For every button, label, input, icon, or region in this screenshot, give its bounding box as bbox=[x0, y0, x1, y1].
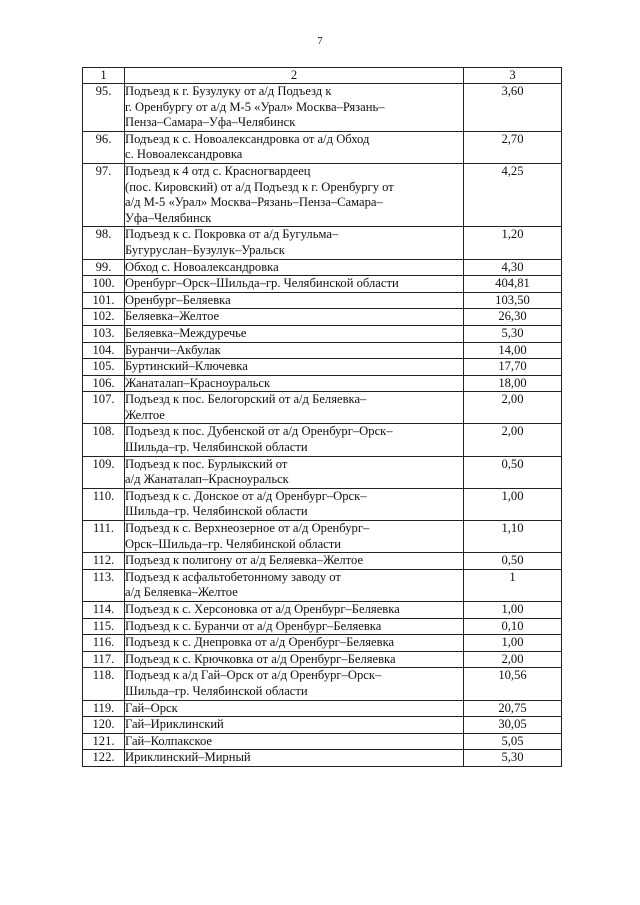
road-name: Подъезд к с. Новоалександровка от а/д Обход с. Новоалександровка bbox=[125, 131, 464, 163]
column-header-number: 1 bbox=[83, 68, 125, 84]
road-length: 2,00 bbox=[464, 651, 562, 668]
road-name: Подъезд к полигону от а/д Беляевка–Желтое bbox=[125, 553, 464, 570]
road-length: 404,81 bbox=[464, 276, 562, 293]
road-name: Подъезд к пос. Белогорский от а/д Беляевка– Желтое bbox=[125, 392, 464, 424]
table-row bbox=[83, 359, 562, 376]
row-number: 116. bbox=[83, 635, 125, 652]
row-number: 118. bbox=[83, 668, 125, 700]
road-length: 30,05 bbox=[464, 717, 562, 734]
row-number: 114. bbox=[83, 602, 125, 619]
road-name: Подъезд к с. Покровка от а/д Бугульма– Бугуруслан–Бузулук–Уральск bbox=[125, 227, 464, 259]
road-length: 0,10 bbox=[464, 618, 562, 635]
road-name: Подъезд к асфальтобетонному заводу от а/д Беляевка–Желтое bbox=[125, 569, 464, 601]
table-row bbox=[83, 618, 562, 635]
row-number: 100. bbox=[83, 276, 125, 293]
road-length: 1,00 bbox=[464, 602, 562, 619]
table-row bbox=[83, 276, 562, 293]
row-number: 108. bbox=[83, 424, 125, 456]
roads-table bbox=[82, 67, 562, 767]
table-row bbox=[83, 733, 562, 750]
row-number: 96. bbox=[83, 131, 125, 163]
road-length: 17,70 bbox=[464, 359, 562, 376]
table-row bbox=[83, 488, 562, 520]
column-header-road-name: 2 bbox=[125, 68, 464, 84]
row-number: 119. bbox=[83, 700, 125, 717]
table-row bbox=[83, 325, 562, 342]
road-name: Буртинский–Ключевка bbox=[125, 359, 464, 376]
road-name: Подъезд к с. Днепровка от а/д Оренбург–Беляевка bbox=[125, 635, 464, 652]
table-header-row bbox=[83, 68, 562, 84]
road-name: Гай–Орск bbox=[125, 700, 464, 717]
row-number: 115. bbox=[83, 618, 125, 635]
road-name: Оренбург–Беляевка bbox=[125, 292, 464, 309]
road-name: Обход с. Новоалександровка bbox=[125, 259, 464, 276]
table-row bbox=[83, 750, 562, 767]
row-number: 111. bbox=[83, 521, 125, 553]
row-number: 122. bbox=[83, 750, 125, 767]
road-name: Ириклинский–Мирный bbox=[125, 750, 464, 767]
road-length: 1,00 bbox=[464, 635, 562, 652]
road-length: 4,30 bbox=[464, 259, 562, 276]
row-number: 120. bbox=[83, 717, 125, 734]
road-length: 3,60 bbox=[464, 84, 562, 132]
road-name: Подъезд к с. Верхнеозерное от а/д Оренбург– Орск–Шильда–гр. Челябинской области bbox=[125, 521, 464, 553]
road-name: Подъезд к с. Херсоновка от а/д Оренбург–Беляевка bbox=[125, 602, 464, 619]
road-name: Беляевка–Междуречье bbox=[125, 325, 464, 342]
row-number: 95. bbox=[83, 84, 125, 132]
road-name: Подъезд к с. Крючковка от а/д Оренбург–Беляевка bbox=[125, 651, 464, 668]
table-row bbox=[83, 602, 562, 619]
road-name: Гай–Ириклинский bbox=[125, 717, 464, 734]
row-number: 103. bbox=[83, 325, 125, 342]
table-row bbox=[83, 651, 562, 668]
table-row bbox=[83, 700, 562, 717]
road-name: Подъезд к пос. Бурлыкский от а/д Жанаталап–Красноуральск bbox=[125, 456, 464, 488]
table-row bbox=[83, 131, 562, 163]
page-number: 7 bbox=[317, 35, 323, 47]
row-number: 107. bbox=[83, 392, 125, 424]
road-name: Гай–Колпакское bbox=[125, 733, 464, 750]
row-number: 99. bbox=[83, 259, 125, 276]
road-name: Подъезд к пос. Дубенской от а/д Оренбург–Орск– Шильда–гр. Челябинской области bbox=[125, 424, 464, 456]
row-number: 98. bbox=[83, 227, 125, 259]
row-number: 101. bbox=[83, 292, 125, 309]
row-number: 109. bbox=[83, 456, 125, 488]
road-length: 2,00 bbox=[464, 392, 562, 424]
table-row bbox=[83, 163, 562, 226]
table-row bbox=[83, 668, 562, 700]
road-length: 10,56 bbox=[464, 668, 562, 700]
table-row bbox=[83, 635, 562, 652]
table-row bbox=[83, 84, 562, 132]
table-row bbox=[83, 342, 562, 359]
road-length: 5,30 bbox=[464, 750, 562, 767]
road-length: 5,30 bbox=[464, 325, 562, 342]
road-name: Подъезд к с. Буранчи от а/д Оренбург–Беляевка bbox=[125, 618, 464, 635]
row-number: 102. bbox=[83, 309, 125, 326]
road-name: Жанаталап–Красноуральск bbox=[125, 375, 464, 392]
road-length: 1 bbox=[464, 569, 562, 601]
table-row bbox=[83, 424, 562, 456]
row-number: 121. bbox=[83, 733, 125, 750]
road-length: 5,05 bbox=[464, 733, 562, 750]
road-length: 18,00 bbox=[464, 375, 562, 392]
row-number: 110. bbox=[83, 488, 125, 520]
road-name: Подъезд к г. Бузулуку от а/д Подъезд к г. Оренбургу от а/д М-5 «Урал» Москва–Рязань– Пенза–Самара–Уфа–Челябинск bbox=[125, 84, 464, 132]
road-length: 1,00 bbox=[464, 488, 562, 520]
road-length: 2,70 bbox=[464, 131, 562, 163]
row-number: 104. bbox=[83, 342, 125, 359]
road-name: Беляевка–Желтое bbox=[125, 309, 464, 326]
row-number: 112. bbox=[83, 553, 125, 570]
row-number: 105. bbox=[83, 359, 125, 376]
table-row bbox=[83, 392, 562, 424]
column-header-length: 3 bbox=[464, 68, 562, 84]
table-row bbox=[83, 521, 562, 553]
road-length: 0,50 bbox=[464, 456, 562, 488]
road-length: 20,75 bbox=[464, 700, 562, 717]
table-row bbox=[83, 259, 562, 276]
road-name: Оренбург–Орск–Шильда–гр. Челябинской области bbox=[125, 276, 464, 293]
table-row bbox=[83, 292, 562, 309]
road-name: Подъезд к с. Донское от а/д Оренбург–Орск– Шильда–гр. Челябинской области bbox=[125, 488, 464, 520]
road-length: 4,25 bbox=[464, 163, 562, 226]
table-row bbox=[83, 375, 562, 392]
table-row bbox=[83, 227, 562, 259]
table-row bbox=[83, 309, 562, 326]
road-length: 2,00 bbox=[464, 424, 562, 456]
row-number: 113. bbox=[83, 569, 125, 601]
road-length: 0,50 bbox=[464, 553, 562, 570]
road-length: 14,00 bbox=[464, 342, 562, 359]
row-number: 117. bbox=[83, 651, 125, 668]
road-name: Подъезд к а/д Гай–Орск от а/д Оренбург–Орск– Шильда–гр. Челябинской области bbox=[125, 668, 464, 700]
table-row bbox=[83, 569, 562, 601]
table-row bbox=[83, 717, 562, 734]
table-row bbox=[83, 456, 562, 488]
table-row bbox=[83, 553, 562, 570]
road-length: 1,10 bbox=[464, 521, 562, 553]
row-number: 106. bbox=[83, 375, 125, 392]
road-length: 1,20 bbox=[464, 227, 562, 259]
road-name: Буранчи–Акбулак bbox=[125, 342, 464, 359]
table-body bbox=[83, 84, 562, 767]
road-length: 26,30 bbox=[464, 309, 562, 326]
road-length: 103,50 bbox=[464, 292, 562, 309]
row-number: 97. bbox=[83, 163, 125, 226]
road-name: Подъезд к 4 отд с. Красногвардеец (пос. Кировский) от а/д Подъезд к г. Оренбургу от а/д М-5 «Урал» Москва–Рязань–Пенза–Самара– Уфа–Челябинск bbox=[125, 163, 464, 226]
